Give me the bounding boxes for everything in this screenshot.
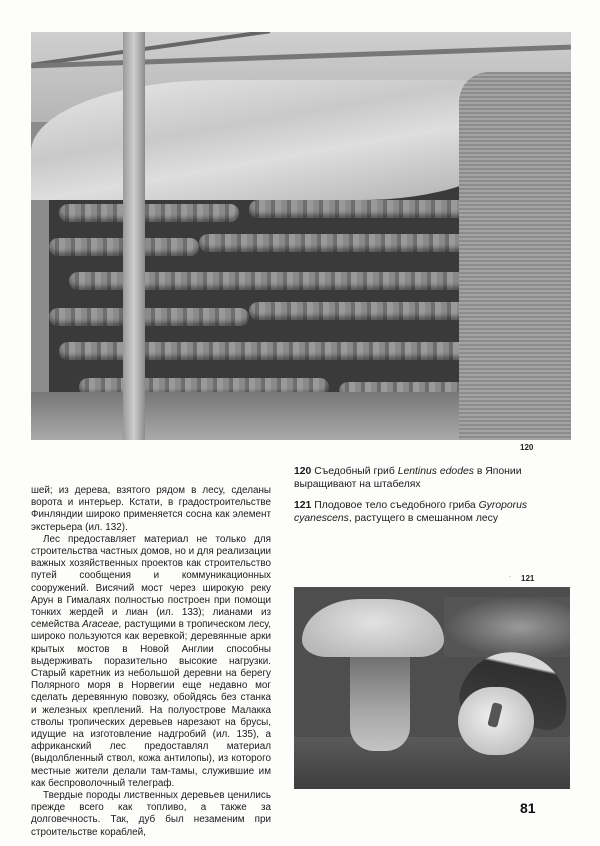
caption-number: 120: [294, 466, 312, 477]
log: [59, 204, 239, 222]
tarp-cover: [31, 80, 501, 200]
body-text-column: [31, 485, 271, 839]
caption-species: Gyroporus cyanescens: [294, 500, 528, 524]
caption-text: , растущего в смешанном лесу: [348, 512, 499, 524]
log: [59, 342, 469, 360]
forest-floor: [294, 737, 570, 789]
caption-121: [294, 500, 574, 525]
paragraph: [31, 534, 271, 790]
caption-number: 121: [294, 500, 312, 511]
figure-marker-dot: ·: [509, 574, 511, 580]
mushroom-cap: [302, 599, 444, 657]
figure-number-121: 121: [521, 574, 535, 583]
ground-grass: [31, 392, 461, 440]
figure-number-120: 120: [520, 443, 534, 452]
paragraph: Твердые породы лиственных деревьев ценились прежде всего как топливо, а также за долговечность. Так, дуб был незаменим при строительстве кораблей,: [31, 790, 271, 838]
log: [49, 308, 249, 326]
log: [249, 200, 469, 218]
photo-gyroporus-mushrooms: [294, 587, 570, 789]
caption-species: Lentinus edodes: [397, 466, 474, 477]
log: [249, 302, 469, 320]
wooden-post: [123, 32, 145, 440]
leaf-background: [444, 597, 570, 657]
paragraph-text: Лес предоставляет материал не только для строительства частных домов, но и для реализации важных хозяйственных проектов как строительство путей сообщения и коммуникационных сооружений. Висячий мост через широкую реку Арун в Гималаях полностью построен при помощи тонких жердей и лиан (ил. 133); лианами из семейства: [31, 533, 271, 631]
caption-120: [294, 466, 574, 491]
caption-text: Съедобный гриб: [311, 466, 398, 477]
page-number: 81: [520, 800, 536, 816]
paragraph: шей; из дерева, взятого рядом в лесу, сделаны ворота и интерьер. Кстати, в градостроительстве Финляндии широко применяется сосна как элемент экстерьера (ил. 132).: [31, 485, 271, 533]
mushroom-stem: [350, 653, 410, 751]
caption-text: Плодовое тело съедобного гриба: [311, 500, 479, 511]
paragraph-text: растущими в тропическом лесу, широко пользуются как веревкой; деревянные арки крытых мостов в Новой Англии способны выдерживать поразительно высокие нагрузки. Старый каретник из небольшой деревни на берегу Полярного моря в Норвегии еще недавно мог сделать деревянную повозку, обойдясь без станка и железных креплений. На полуострове Малакка стволы тропических деревьев нарезают на брусы, идущие на изготовление надгробий (ил. 135), а африканский лес предоставлял материал (выдолбленный ствол, кожа антилопы), из которого местные жители делали там-тамы, служившие им как беспроволочный телеграф.: [31, 619, 272, 789]
plant-family-name: Araceae,: [82, 619, 122, 631]
caption-text: в Японии выращивают на штабелях: [294, 466, 522, 490]
photo-log-stacks-lentinus: [31, 32, 571, 440]
log: [199, 234, 469, 252]
straw-mat: [459, 72, 571, 440]
